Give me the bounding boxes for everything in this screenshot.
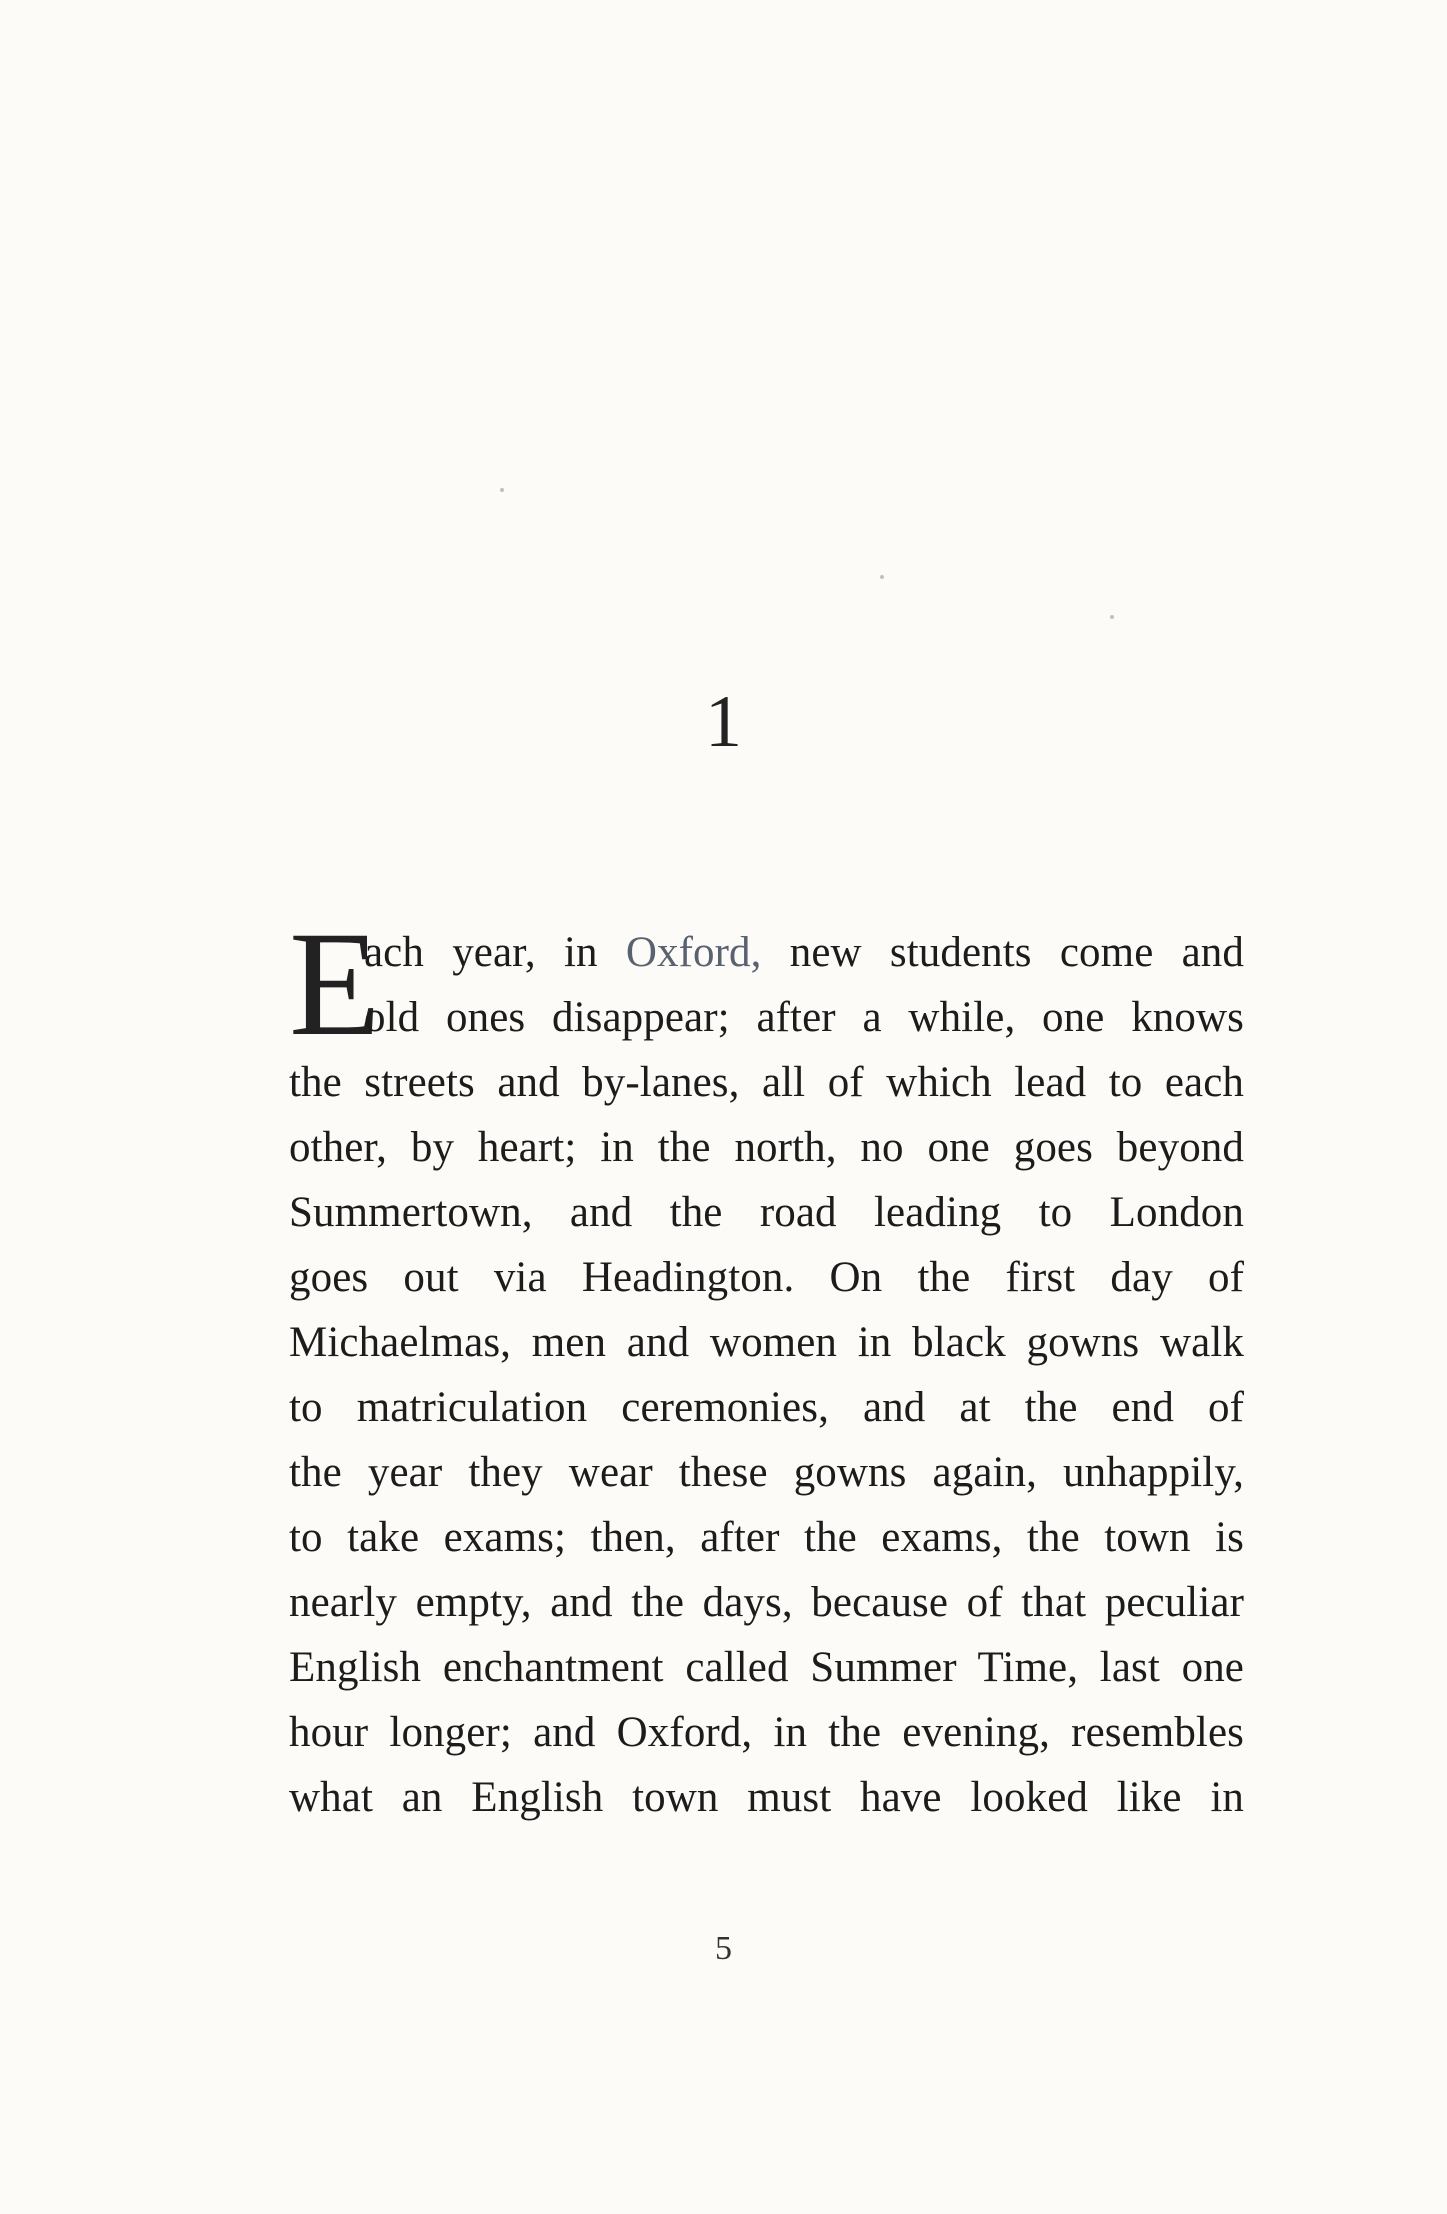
drop-cap: E	[289, 901, 381, 1067]
text-line-3: the streets and by-lanes, all of which lead to each	[289, 1059, 1244, 1106]
paper-speck	[500, 488, 504, 492]
text-line-6: goes out via Headington. On the first day of	[289, 1254, 1244, 1301]
body-text	[289, 901, 1244, 1830]
text-line-10: to take exams; then, after the exams, the town is	[289, 1514, 1244, 1561]
text-line-9: the year they wear these gowns again, unhappily,	[289, 1449, 1244, 1496]
paper-speck	[880, 575, 884, 579]
paper-speck	[1110, 615, 1114, 619]
text-line-11: nearly empty, and the days, because of that peculiar	[289, 1579, 1244, 1626]
text-line-12: English enchantment called Summer Time, last one	[289, 1644, 1244, 1691]
text-line-13: hour longer; and Oxford, in the evening, resembles	[289, 1709, 1244, 1756]
page-number: 5	[715, 1930, 732, 1967]
text-line-4: other, by heart; in the north, no one goes beyond	[289, 1124, 1244, 1171]
text-line-1-start: ach year, in	[364, 929, 626, 976]
text-line-14: what an English town must have looked like in	[289, 1774, 1244, 1821]
text-line-8: to matriculation ceremonies, and at the end of	[289, 1384, 1244, 1431]
text-line-5: Summertown, and the road leading to London	[289, 1189, 1244, 1236]
text-line-7: Michaelmas, men and women in black gowns walk	[289, 1319, 1244, 1366]
text-line-1-end: new students come and	[761, 929, 1244, 976]
chapter-number: 1	[705, 681, 742, 763]
place-name-oxford: Oxford,	[625, 929, 762, 976]
text-line-2: old ones disappear; after a while, one knows	[364, 994, 1244, 1041]
text-line-1	[289, 920, 1244, 985]
